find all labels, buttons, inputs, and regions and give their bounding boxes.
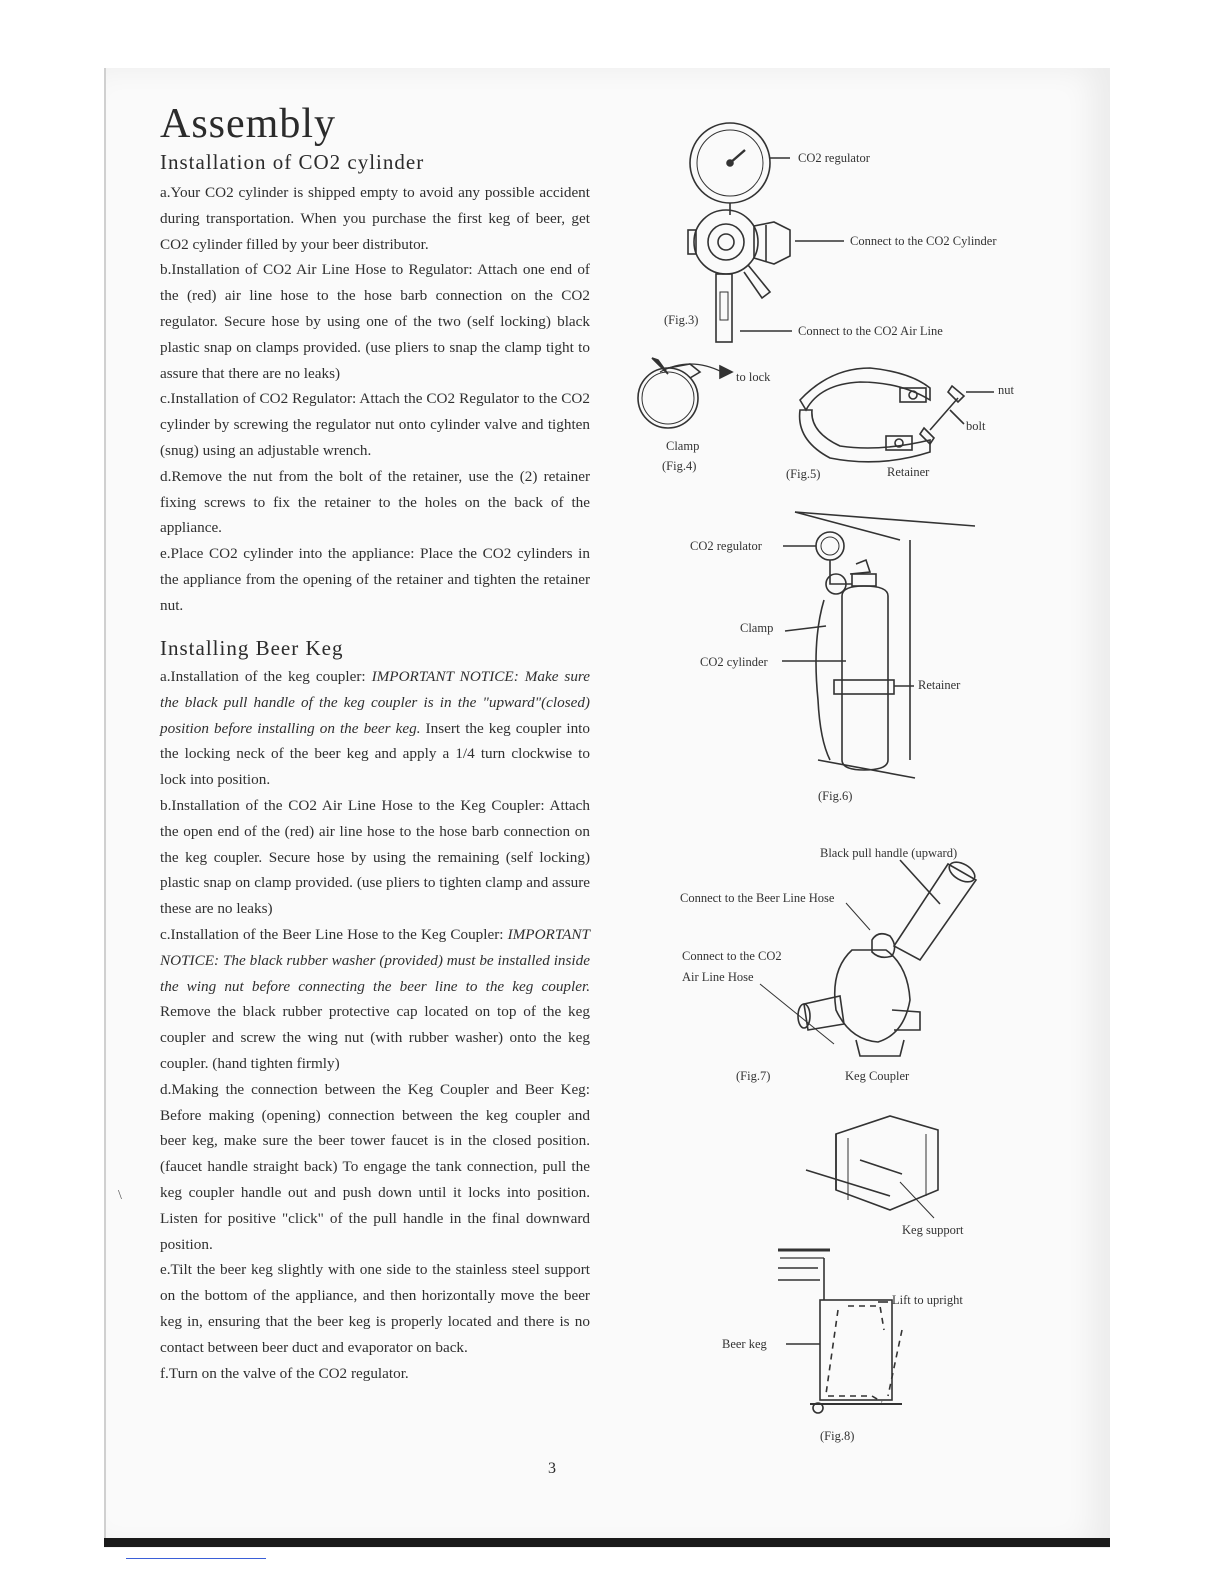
blue-rule	[126, 1558, 266, 1559]
fig5-caption: (Fig.5)	[786, 467, 821, 481]
fig7-label-coupler: Keg Coupler	[845, 1069, 910, 1083]
fig8-label-keg: Beer keg	[722, 1337, 767, 1351]
fig5-label-bolt: bolt	[966, 419, 986, 433]
fig6-label-regulator: CO2 regulator	[690, 539, 762, 553]
fig4-label-lock: to lock	[736, 370, 771, 384]
fig7-keg-coupler-drawing	[798, 858, 978, 1056]
keg-support-drawing	[806, 1116, 938, 1218]
fig4-caption: (Fig.4)	[662, 459, 697, 473]
section-title-beer-keg: Installing Beer Keg	[160, 636, 344, 660]
fig6-cylinder-drawing	[795, 512, 975, 778]
fig3-label-cylinder: Connect to the CO2 Cylinder	[850, 234, 997, 248]
keg-step-d: d.Making the connection between the Keg Coupler and Beer Keg: Before making (opening) connection between the keg coupler and beer keg, make sure the beer tower faucet is in the closed position. (faucet handle straight back) To engage the tank connection, pull the keg coupler handle out and push down until it locks into position. Listen for positive "click" of the pull handle in the final downward position.	[160, 1080, 590, 1253]
fig7-caption: (Fig.7)	[736, 1069, 771, 1083]
fig6-label-clamp: Clamp	[740, 621, 774, 635]
fig3-label-regulator: CO2 regulator	[798, 151, 870, 165]
fig5-label-retainer: Retainer	[887, 465, 930, 479]
section-title-co2-cylinder: Installation of CO2 cylinder	[160, 150, 425, 174]
fig7-label-beerline: Connect to the Beer Line Hose	[680, 891, 835, 905]
fig6-label-retainer: Retainer	[918, 678, 961, 692]
fig4-label-clamp: Clamp	[666, 439, 700, 453]
keg-step-e: e.Tilt the beer keg slightly with one side to the stainless steel support on the bottom of the appliance, and then horizontally move the beer keg in, ensuring that the beer keg is properly located and there is no contact between beer duct and evaporator on back.	[160, 1261, 590, 1356]
keg-support-label: Keg support	[902, 1223, 964, 1237]
step-d: d.Remove the nut from the bolt of the retainer, use the (2) retainer fixing screws to fix the retainer to the holes on the back of the appliance.	[160, 467, 590, 537]
important-notice-washer: IMPORTANT NOTICE: The black rubber washer (provided) must be installed inside the wing nut before connecting the beer line to the keg coupler.	[160, 925, 590, 995]
fig3-caption: (Fig.3)	[664, 313, 699, 327]
keg-step-b: b.Installation of the CO2 Air Line Hose to the Keg Coupler: Attach the open end of the (red) air line hose to the hose barb connection on the keg coupler. Secure hose by using the remaining (self locking) plastic snap on clamp provided. (use pliers to tighten clamp and assure these are no leaks)	[160, 796, 590, 918]
fig8-beer-keg-drawing	[778, 1250, 902, 1413]
fig3-label-airline: Connect to the CO2 Air Line	[798, 324, 943, 338]
fig4-clamp-drawing	[638, 358, 732, 428]
fig6-label-cylinder: CO2 cylinder	[700, 655, 768, 669]
fig3-regulator-drawing	[688, 123, 790, 342]
step-b: b.Installation of CO2 Air Line Hose to Regulator: Attach one end of the (red) air line hose to the hose barb connection on the CO2 regulator. Secure hose by using one of the two (self locking) black plastic snap on clamps provided. (use pliers to snap the clamp tight to assure that there are no leaks)	[160, 261, 590, 382]
fig7-label-handle: Black pull handle (upward)	[820, 846, 958, 860]
step-a: a.Your CO2 cylinder is shipped empty to avoid any possible accident during transportation. When you purchase the first keg of beer, get CO2 cylinder filled by your beer distributor.	[160, 184, 590, 253]
keg-step-a: a.Installation of the keg coupler: IMPORTANT NOTICE: Make sure the black pull handle of the keg coupler is in the "upward"(closed) position before installing on the beer keg. Insert the keg coupler into the locking neck of the beer keg and apply a 1/4 turn clockwise to lock into position.	[160, 668, 591, 789]
step-c: c.Installation of CO2 Regulator: Attach the CO2 Regulator to the CO2 cylinder by screwing the regulator nut onto cylinder valve and tighten (snug) using an adjustable wrench.	[160, 390, 590, 459]
page-bottom-edge	[104, 1538, 1110, 1547]
page-title: Assembly	[160, 101, 336, 147]
page-number: 3	[548, 1460, 556, 1477]
scan-mark: \	[118, 1188, 122, 1203]
fig8-label-lift: Lift to upright	[892, 1293, 963, 1307]
fig7-label-co2-line1: Connect to the CO2	[682, 949, 782, 963]
important-notice-coupler: IMPORTANT NOTICE: Make sure the black pull handle of the keg coupler is in the "upward"(closed) position before installing on the beer keg.	[160, 668, 591, 737]
fig6-caption: (Fig.6)	[818, 789, 853, 803]
fig8-caption: (Fig.8)	[820, 1429, 855, 1443]
keg-step-c: c.Installation of the Beer Line Hose to the Keg Coupler: IMPORTANT NOTICE: The black rubber washer (provided) must be installed inside the wing nut before connecting the beer line to the keg coupler. Remove the black rubber protective cap located on top of the keg coupler and screw the wing nut (with rubber washer) onto the keg coupler. (hand tighten firmly)	[160, 925, 590, 1072]
fig5-label-nut: nut	[998, 383, 1014, 397]
keg-step-f: f.Turn on the valve of the CO2 regulator.	[160, 1364, 409, 1382]
fig5-retainer-drawing	[800, 368, 964, 462]
step-e: e.Place CO2 cylinder into the appliance: Place the CO2 cylinders in the appliance from the opening of the retainer and tighten the retainer nut.	[160, 545, 590, 614]
fig7-label-co2-line2: Air Line Hose	[682, 970, 754, 984]
